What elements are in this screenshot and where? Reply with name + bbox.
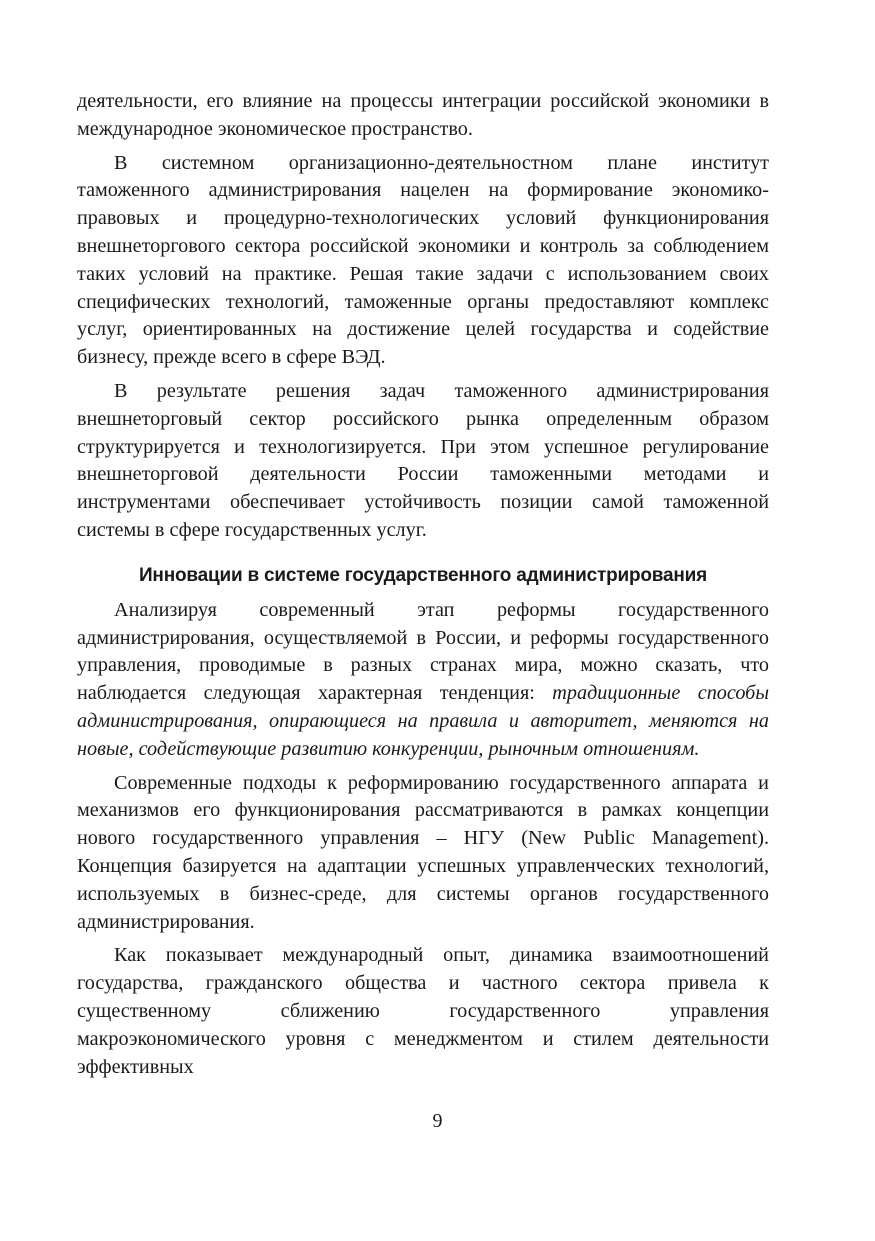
paragraph-foreign-trade-sector: В результате решения задач таможенного администрирования внешнеторговый сектор российского рынка определенным образом структурируется и технологизируется. При этом успешное регулирование внешнеторговой деятельности России таможенными методами и инструментами обеспечивает устойчивость позиции самой таможенной системы в сфере государственных услуг. [77, 379, 769, 541]
paragraph-continuation: деятельности, его влияние на процессы интеграции российской экономики в международное экономическое пространство. [77, 90, 769, 140]
paragraph-reform-trend-plain: Анализируя современный этап реформы государственного администрирования, осуществляемой в России, и реформы государственного управления, проводимые в разных странах мира, можно сказать, что наблюдается следующая характерная тенденция: [77, 598, 769, 705]
paragraph-international-experience: Как показывает международный опыт, динамика взаимоотношений государства, гражданского общества и частного сектора привела к существенному сближению государственного управления макроэкономического уровня с менеджментом и стилем деятельности эффективных [77, 944, 769, 1078]
section-heading: Инновации в системе государственного администрирования [138, 564, 708, 586]
paragraph-customs-administration: В системном организационно-деятельностном плане институт таможенного администрирования нацелен на формирование экономико-правовых и процедурно-технологических условий функционирования внешнеторгового сектора российской экономики и контроль за соблюдением таких условий на практике. Решая такие задачи с использованием своих специфических технологий, таможенные органы предоставляют комплекс услуг, ориентированных на достижение целей государства и содействие бизнесу, прежде всего в сфере ВЭД. [77, 151, 769, 369]
page-body [77, 88, 769, 1087]
paragraph-reform-trend [77, 597, 769, 764]
paragraph-new-public-management: Современные подходы к реформированию государственного аппарата и механизмов его функционирования рассматриваются в рамках концепции нового государственного управления – НГУ (New Public Management). Концепция базируется на адаптации успешных управленческих технологий, используемых в бизнес-среде, для системы органов государственного администрирования. [77, 771, 769, 933]
paragraph-reform-trend-italic: традиционные способы администрирования, опирающиеся на правила и авторитет, меняются на новые, содействующие развитию конкуренции, рыночным отношениям. [77, 682, 770, 760]
page-number: 9 [432, 1110, 443, 1132]
